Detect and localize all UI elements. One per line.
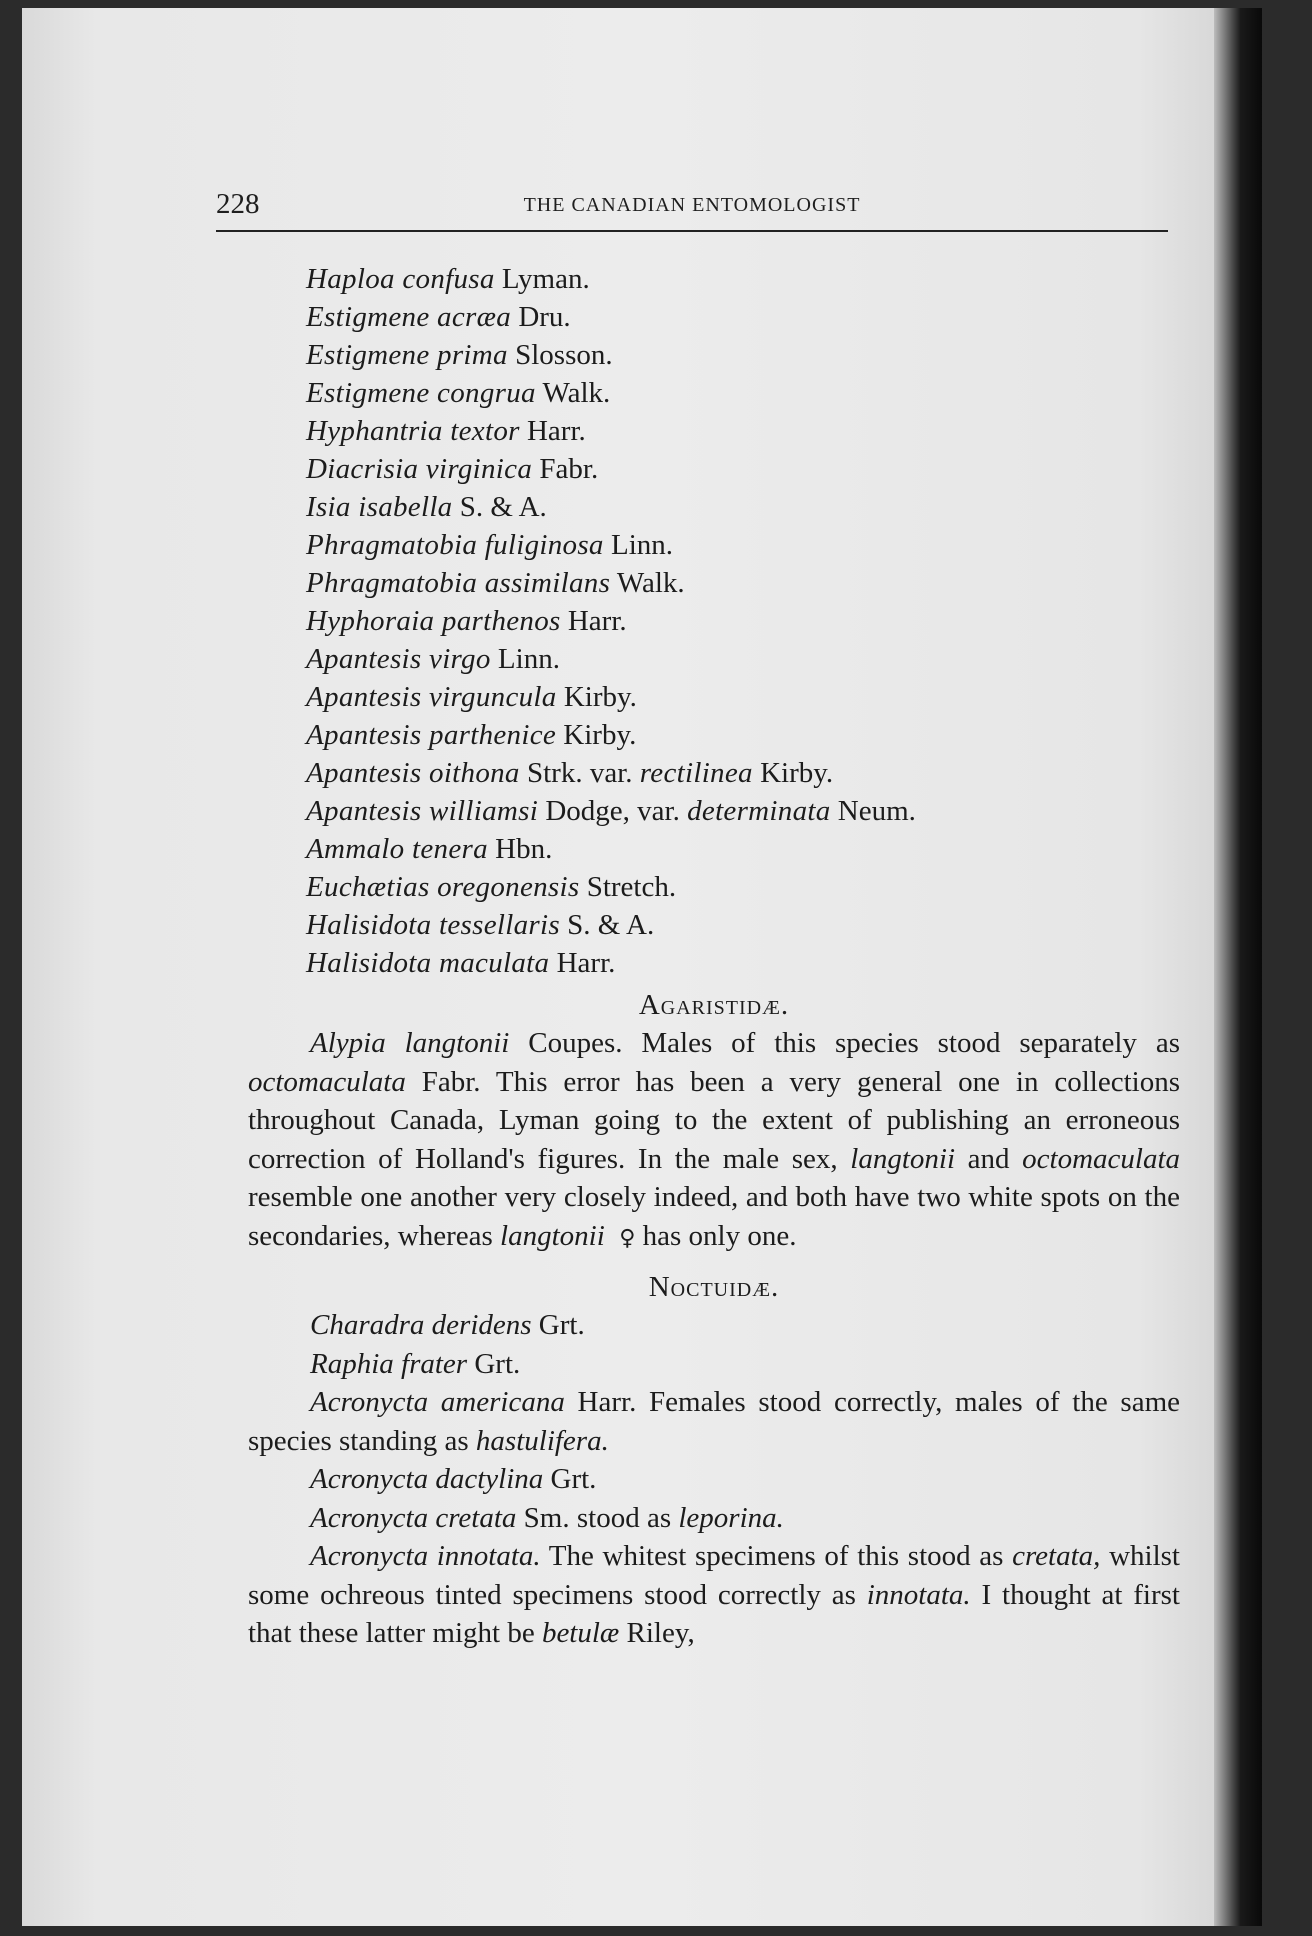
entry-acronycta-cretata <box>248 1499 1180 1538</box>
italic-text: langtonii <box>850 1142 956 1175</box>
species-author: Dodge, var. <box>545 795 680 827</box>
species-list-item <box>248 526 1180 564</box>
species-author: Kirby. <box>563 681 637 713</box>
entry-acronycta-americana <box>248 1383 1180 1460</box>
species-list-item <box>248 640 1180 678</box>
species-list-item <box>248 374 1180 412</box>
species-list-item <box>248 906 1180 944</box>
species-author: Harr. <box>556 947 616 979</box>
species-author: Harr. <box>526 415 586 447</box>
text-run: has only one. <box>635 1219 797 1252</box>
species-list-item <box>248 564 1180 602</box>
species-author: Hbn. <box>495 833 553 865</box>
species-author: Slosson. <box>515 339 613 371</box>
species-name: Estigmene acræa <box>306 301 512 333</box>
italic-text: Acronycta dactylina <box>310 1463 544 1495</box>
text-run: The whitest specimens of this stood as <box>540 1540 1013 1572</box>
paragraph-alypia <box>248 1024 1180 1258</box>
species-name: Apantesis virgo <box>306 643 491 675</box>
species-name: Halisidota maculata <box>306 947 550 979</box>
italic-text: Charadra deridens <box>310 1309 532 1341</box>
species-list-item <box>248 830 1180 868</box>
species-name: Halisidota tessellaris <box>306 909 560 941</box>
page-number: 228 <box>216 188 260 220</box>
species-author: Strk. var. <box>527 757 633 789</box>
italic-text: langtonii <box>500 1219 605 1252</box>
species-list-item <box>248 868 1180 906</box>
species-list-item <box>248 678 1180 716</box>
italic-text: Acronycta cretata <box>310 1501 517 1534</box>
species-list-item <box>248 602 1180 640</box>
variety-name: rectilinea <box>639 757 753 789</box>
italic-text: octomaculata <box>1022 1142 1180 1175</box>
species-name: Apantesis virguncula <box>306 681 557 713</box>
text-run: I thought at first that these latter might be <box>248 1578 1180 1649</box>
species-name: Diacrisia virginica <box>306 453 533 485</box>
page-body <box>248 260 1180 1653</box>
species-name: Apantesis williamsi <box>306 795 539 827</box>
species-list-item <box>248 260 1180 298</box>
species-author: Dru. <box>518 301 571 333</box>
text-run: Coupes. Males of this species stood separately as <box>509 1027 1180 1059</box>
species-name: Phragmatobia fuliginosa <box>306 529 604 561</box>
species-name: Euchætias oregonensis <box>306 871 580 903</box>
italic-text: Raphia frater <box>310 1347 468 1380</box>
journal-title: THE CANADIAN ENTOMOLOGIST <box>523 194 861 216</box>
entry-charadra <box>248 1306 1180 1345</box>
species-name: Haploa confusa <box>306 263 495 295</box>
species-author: S. & A. <box>459 491 547 523</box>
species-author: Walk. <box>616 567 685 599</box>
species-list-item <box>248 944 1180 982</box>
text-run: Grt. <box>467 1347 521 1380</box>
text-run: and <box>955 1142 1023 1175</box>
species-name: Ammalo tenera <box>306 833 488 865</box>
species-list-arctiidae <box>248 260 1180 982</box>
italic-text: Alypia langtonii <box>310 1027 510 1059</box>
entry-acronycta-dactylina <box>248 1460 1180 1499</box>
species-author: Harr. <box>567 605 627 637</box>
species-name: Hyphoraia parthenos <box>306 605 561 637</box>
species-author: Linn. <box>610 529 674 561</box>
species-list-item <box>248 488 1180 526</box>
italic-text: betulæ <box>541 1617 620 1649</box>
text-run: Fabr. This error has been a very general one in collections throughout Canada, Lyman going to the extent of publishing an erroneous correction of Holland's figures. In the male sex, <box>248 1065 1180 1175</box>
species-author: Kirby. <box>563 719 637 751</box>
text-run: Riley, <box>619 1617 695 1649</box>
species-author: Lyman. <box>501 263 590 295</box>
species-list-item <box>248 298 1180 336</box>
species-author: Walk. <box>542 377 611 409</box>
section-heading-noctuidae: Noctuidæ. <box>648 1271 780 1303</box>
species-name: Phragmatobia assimilans <box>306 567 611 599</box>
text-run: Grt. <box>543 1463 597 1495</box>
page-gutter-shadow <box>1214 8 1262 1926</box>
entry-raphia <box>248 1345 1180 1384</box>
species-author: S. & A. <box>567 909 655 941</box>
species-list-item <box>248 716 1180 754</box>
running-header <box>216 188 1168 232</box>
species-name: Apantesis oithona <box>306 757 520 789</box>
species-name: Estigmene congrua <box>306 377 536 409</box>
species-author: Linn. <box>497 643 560 675</box>
species-list-item <box>248 450 1180 488</box>
species-list-item <box>248 754 1180 792</box>
species-list-item <box>248 336 1180 374</box>
variety-author: Kirby. <box>760 757 834 789</box>
section-heading-agaristidae: Agaristidæ. <box>638 989 790 1021</box>
text-run: Sm. stood as <box>516 1501 679 1534</box>
species-name: Estigmene prima <box>306 339 508 371</box>
variety-author: Neum. <box>837 795 916 827</box>
italic-text: innotata. <box>866 1578 971 1611</box>
female-symbol: ♀ <box>619 1225 636 1251</box>
species-name: Hyphantria textor <box>306 415 520 447</box>
text-run: Harr. Females stood correctly, males of the same species standing as <box>248 1386 1181 1457</box>
species-list-item <box>248 792 1180 830</box>
entry-acronycta-innotata <box>248 1537 1180 1653</box>
species-author: Fabr. <box>539 453 599 485</box>
species-name: Isia isabella <box>306 491 453 523</box>
text-run: resemble one another very closely indeed, and both have two white spots on the secondaries, whereas <box>248 1181 1180 1252</box>
species-author: Stretch. <box>586 871 677 903</box>
text-run: Grt. <box>531 1309 585 1341</box>
italic-text: cretata, <box>1012 1540 1101 1572</box>
book-page <box>22 8 1262 1926</box>
italic-text: Acronycta americana <box>310 1386 565 1418</box>
italic-text: hastulifera. <box>475 1424 609 1457</box>
italic-text: Acronycta innotata. <box>310 1540 541 1572</box>
italic-text: leporina. <box>678 1501 784 1534</box>
italic-text: octomaculata <box>248 1065 406 1098</box>
species-list-item <box>248 412 1180 450</box>
variety-name: determinata <box>687 795 831 827</box>
species-name: Apantesis parthenice <box>306 719 557 751</box>
text-run: whilst some ochreous tinted specimens stood correctly as <box>248 1540 1180 1611</box>
